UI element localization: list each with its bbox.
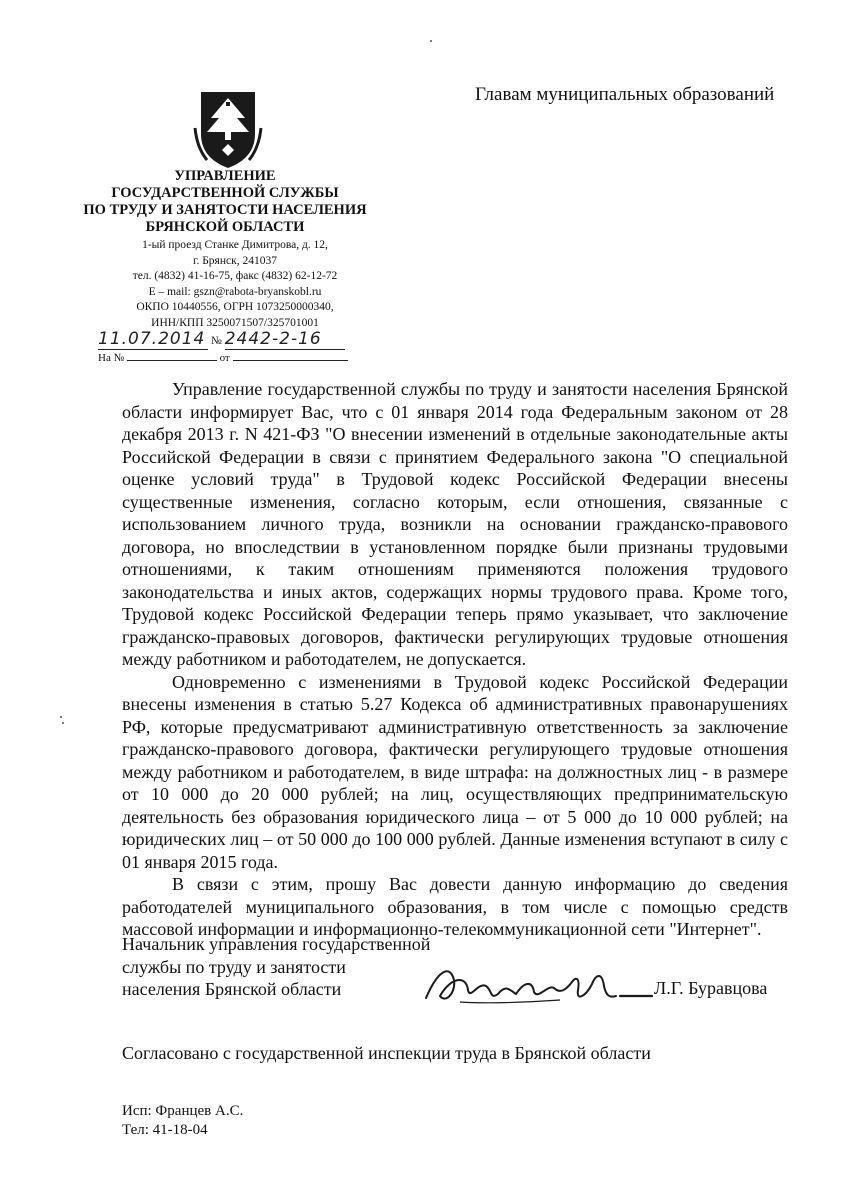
contact-line: тел. (4832) 41-16-75, факс (4832) 62-12-72 [132, 270, 338, 282]
body-paragraph: Одновременно с изменениями в Трудовой кодекс Российской Федерации внесены изменения в статью 5.27 Кодекса об административных правонарушениях РФ, которые предусматривают административную ответственность за заключение гражданско-правового договора, фактически регулирующего трудовые отношения между работником и работодателем, в виде штрафа: на должностных лиц - в размере от 10 000 до 20 000 рублей; на лиц, осуществляющих предпринимательскую деятельность без образования юридического лица – от 5 000 до 10 000 рублей; на юридических лиц – от 50 000 до 100 000 рублей. Данные изменения вступают в силу с 01 января 2015 года. [122, 671, 788, 872]
letter-body [122, 378, 788, 941]
reference-date-blank [233, 360, 348, 361]
body-paragraph: В связи с этим, прошу Вас довести данную информацию до сведения работодателей муниципального образования, в том числе с помощью средств массовой информации и информационно-телекоммуникационной сети "Интернет". [122, 874, 788, 939]
handwritten-signature [420, 960, 655, 1010]
contact-line: ИНН/КПП 3250071507/325701001 [151, 316, 319, 329]
registration-number-prefix: № [210, 335, 222, 347]
executor-phone: Тел: 41-18-04 [122, 1122, 208, 1138]
reference-number-blank [127, 360, 217, 361]
org-name-line: ПО ТРУДУ И ЗАНЯТОСТИ НАСЕЛЕНИЯ [83, 202, 367, 218]
scan-speck [430, 40, 432, 42]
addressee: Главам муниципальных образований [475, 84, 775, 105]
signer-position-line: службы по труду и занятости [122, 956, 346, 977]
contact-line: 1-ый проезд Станке Димитрова, д. 12, [142, 239, 328, 251]
contact-line: ОКПО 10440556, ОГРН 1073250000340, [136, 301, 334, 313]
signer-position-line: населения Брянской области [122, 979, 342, 999]
reference-from: от [219, 352, 230, 364]
executor-info [122, 1102, 243, 1140]
reference-prefix: На № [98, 352, 125, 364]
registration-line [98, 329, 368, 350]
registration-date: 11.07.2014 [98, 329, 208, 350]
signer-position [122, 933, 462, 1001]
scan-speck [60, 716, 62, 718]
signer-name: Л.Г. Буравцова [654, 978, 768, 998]
organization-name [60, 168, 390, 236]
scan-speck [62, 722, 64, 724]
org-name-line: ГОСУДАРСТВЕННОЙ СЛУЖБЫ [111, 185, 339, 201]
body-paragraph: Управление государственной службы по труду и занятости населения Брянской области информирует Вас, что с 01 января 2014 года Федеральным законом от 28 декабря 2013 г. N 421-ФЗ "О внесении изменений в отдельные законодательные акты Российской Федерации в связи с принятием Федерального закона "О специальной оценке условий труда" в Трудовой кодекс Российской Федерации внесены существенные изменения, согласно которым, если отношения, связанные с использованием личного труда, возникли на основании гражданско-правового договора, но впоследствии в установленном порядке были признаны трудовыми отношениями, к таким отношениям применяются положения трудового законодательства и иных актов, содержащих нормы трудового права. Кроме того, Трудовой кодекс Российской Федерации теперь прямо указывает, что заключение гражданско-правовых договоров, фактически регулирующих трудовые отношения между работником и работодателем, не допускается. [122, 379, 788, 669]
contact-line: г. Брянск, 241037 [193, 254, 277, 267]
agreed-note: Согласовано с государственной инспекции труда в Брянской области [122, 1043, 651, 1063]
org-name-line: УПРАВЛЕНИЕ [174, 168, 276, 184]
org-name-line: БРЯНСКОЙ ОБЛАСТИ [145, 219, 305, 235]
reference-line [98, 352, 348, 364]
coat-of-arms-icon [193, 88, 263, 170]
organization-contacts [70, 238, 400, 331]
registration-number: 2442-2-16 [225, 329, 345, 350]
contact-line: E – mail: gszn@rabota-bryanskobl.ru [148, 285, 322, 298]
signer-position-line: Начальник управления государственной [122, 934, 431, 954]
executor-name: Исп: Францев А.С. [122, 1103, 244, 1119]
